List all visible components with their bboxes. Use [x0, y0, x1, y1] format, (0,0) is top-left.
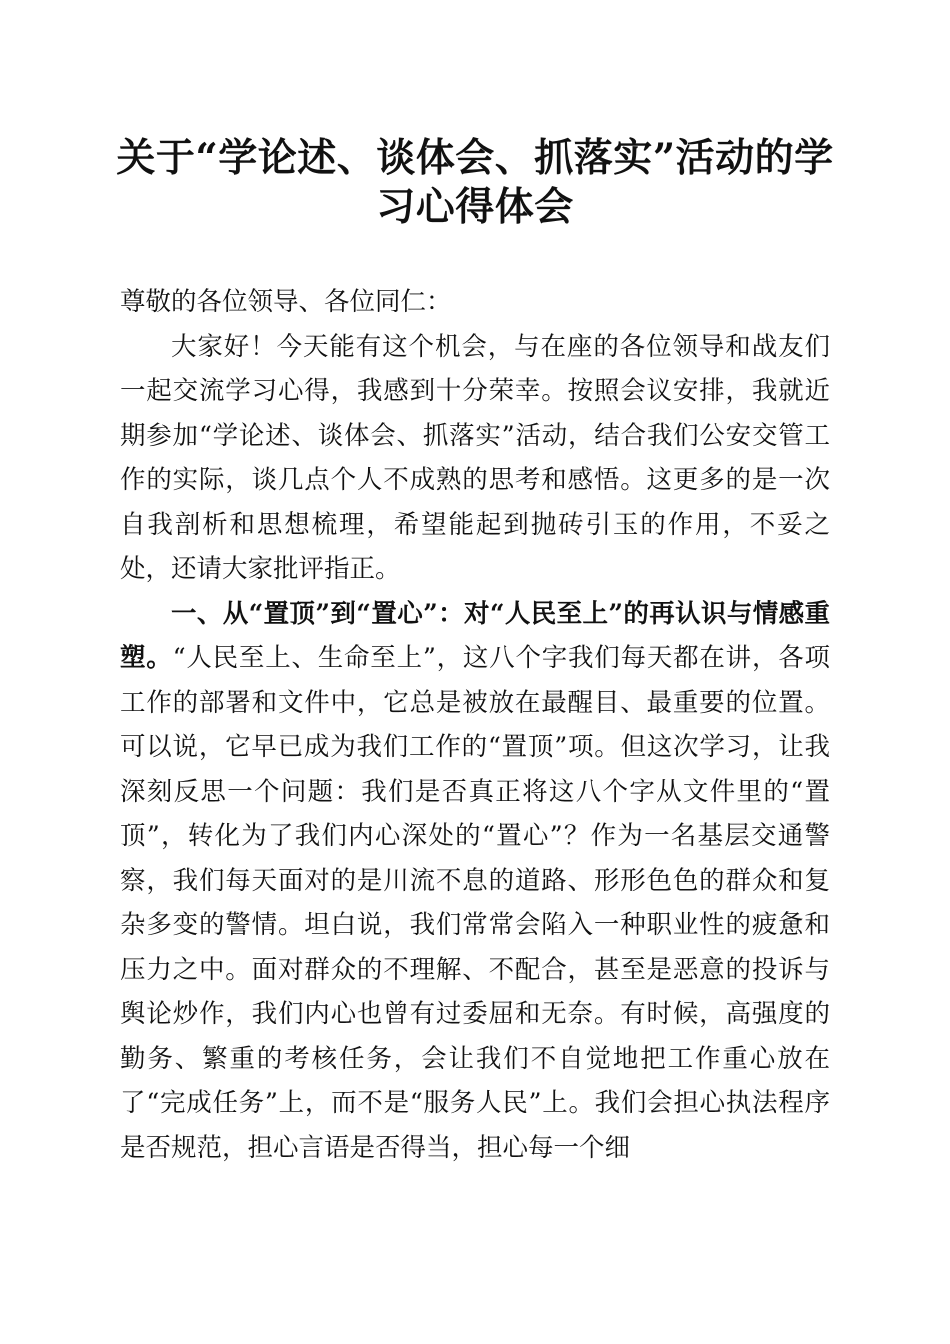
section-body: “人民至上、生命至上”，这八个字我们每天都在讲，各项工作的部署和文件中，它总是被放在最醒目、最重要的位置。可以说，它早已成为我们工作的“置顶”项。但这次学习，让我深刻反思一个问题：我们是否真正将这八个字从文件里的“置顶”，转化为了我们内心深处的“置心”？作为一名基层交通警察，我们每天面对的是川流不息的道路、形形色色的群众和复杂多变的警情。坦白说，我们常常会陷入一种职业性的疲惫和压力之中。面对群众的不理解、不配合，甚至是恶意的投诉与舆论炒作，我们内心也曾有过委屈和无奈。有时候，高强度的勤务、繁重的考核任务，会让我们不自觉地把工作重心放在了“完成任务”上，而不是“服务人民”上。我们会担心执法程序是否规范，担心言语是否得当，担心每一个细	[120, 643, 830, 1163]
section-heading: 一、从“置顶”到“置心”：对“人民至上”的再认识与情感重塑。	[120, 598, 830, 673]
paragraph-intro: 大家好！今天能有这个机会，与在座的各位领导和战友们一起交流学习心得，我感到十分荣幸。按照会议安排，我就近期参加“学论述、谈体会、抓落实”活动，结合我们公安交管工作的实际，谈几点个人不成熟的思考和感悟。这更多的是一次自我剖析和思想梳理，希望能起到抛砖引玉的作用，不妥之处，还请大家批评指正。	[120, 331, 830, 584]
salutation: 尊敬的各位领导、各位同仁：	[120, 287, 452, 317]
document-body	[120, 280, 830, 1170]
document-title: 关于“学论述、谈体会、抓落实”活动的学习心得体会	[116, 135, 834, 230]
paragraph-section-1	[120, 592, 830, 1171]
